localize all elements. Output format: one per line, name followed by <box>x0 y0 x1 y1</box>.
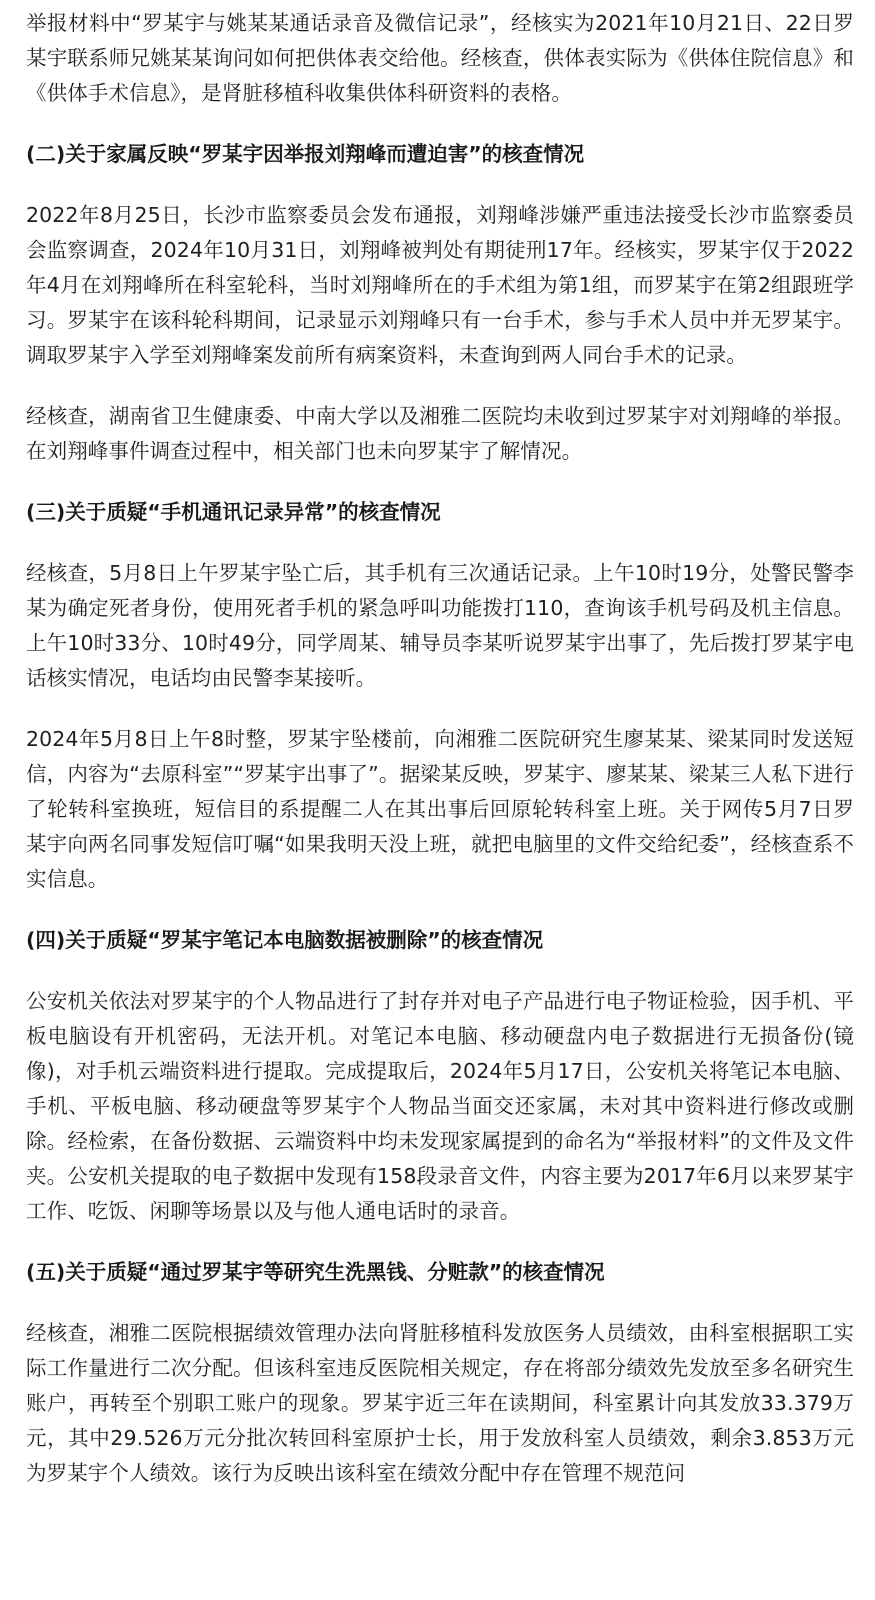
paragraph-liu-case: 2022年8月25日，长沙市监察委员会发布通报，刘翔峰涉嫌严重违法接受长沙市监察委员会监察调查，2024年10月31日，刘翔峰被判处有期徒刑17年。经核实，罗某宇仅于2022年4月在刘翔峰所在科室轮科，当时刘翔峰所在的手术组为第1组，而罗某宇在第2组跟班学习。罗某宇在该科轮科期间，记录显示刘翔峰只有一台手术，参与手术人员中并无罗某宇。调取罗某宇入学至刘翔峰案发前所有病案资料，未查询到两人同台手术的记录。 <box>26 203 854 367</box>
paragraph-donor-form: 举报材料中“罗某宇与姚某某通话录音及微信记录”，经核实为2021年10月21日、22日罗某宇联系师兄姚某某询问如何把供体表交给他。经核查，供体表实际为《供体住院信息》和《供体手术信息》，是肾脏移植科收集供体科研资料的表格。 <box>26 11 854 105</box>
paragraph-laptop-data: 公安机关依法对罗某宇的个人物品进行了封存并对电子产品进行电子物证检验，因手机、平板电脑设有开机密码，无法开机。对笔记本电脑、移动硬盘内电子数据进行无损备份(镜像)，对手机云端资料进行提取。完成提取后，2024年5月17日，公安机关将笔记本电脑、手机、平板电脑、移动硬盘等罗某宇个人物品当面交还家属，未对其中资料进行修改或删除。经检索，在备份数据、云端资料中均未发现家属提到的命名为“举报材料”的文件及文件夹。公安机关提取的电子数据中发现有158段录音文件，内容主要为2017年6月以来罗某宇工作、吃饭、闲聊等场景以及与他人通电话时的录音。 <box>26 989 854 1223</box>
paragraph-no-report: 经核查，湖南省卫生健康委、中南大学以及湘雅二医院均未收到过罗某宇对刘翔峰的举报。在刘翔峰事件调查过程中，相关部门也未向罗某宇了解情况。 <box>26 404 854 463</box>
article-body <box>26 6 854 1517</box>
section-heading-2: (二)关于家属反映“罗某宇因举报刘翔峰而遭迫害”的核查情况 <box>26 142 585 166</box>
section-heading-4: (四)关于质疑“罗某宇笔记本电脑数据被删除”的核查情况 <box>26 928 544 952</box>
section-heading-3: (三)关于质疑“手机通讯记录异常”的核查情况 <box>26 500 441 524</box>
paragraph-call-records: 经核查，5月8日上午罗某宇坠亡后，其手机有三次通话记录。上午10时19分，处警民警李某为确定死者身份，使用死者手机的紧急呼叫功能拨打110，查询该手机号码及机主信息。上午10时33分、10时49分，同学周某、辅导员李某听说罗某宇出事了，先后拨打罗某宇电话核实情况，电话均由民警李某接听。 <box>26 561 854 690</box>
paragraph-performance-pay: 经核查，湘雅二医院根据绩效管理办法向肾脏移植科发放医务人员绩效，由科室根据职工实际工作量进行二次分配。但该科室违反医院相关规定，存在将部分绩效先发放至多名研究生账户，再转至个别职工账户的现象。罗某宇近三年在读期间，科室累计向其发放33.379万元，其中29.526万元分批次转回科室原护士长，用于发放科室人员绩效，剩余3.853万元为罗某宇个人绩效。该行为反映出该科室在绩效分配中存在管理不规范问 <box>26 1321 854 1485</box>
section-heading-5: (五)关于质疑“通过罗某宇等研究生洗黑钱、分赃款”的核查情况 <box>26 1260 605 1284</box>
paragraph-text-messages: 2024年5月8日上午8时整，罗某宇坠楼前，向湘雅二医院研究生廖某某、梁某同时发送短信，内容为“去原科室”“罗某宇出事了”。据梁某反映，罗某宇、廖某某、梁某三人私下进行了轮转科室换班，短信目的系提醒二人在其出事后回原轮转科室上班。关于网传5月7日罗某宇向两名同事发短信叮嘱“如果我明天没上班，就把电脑里的文件交给纪委”，经核查系不实信息。 <box>26 727 854 891</box>
